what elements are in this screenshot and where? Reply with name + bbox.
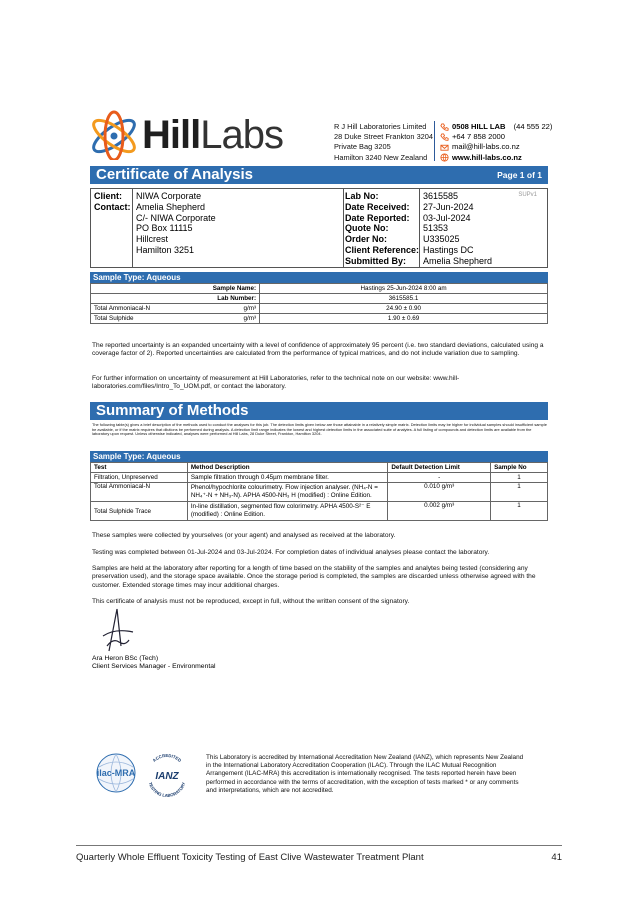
table-row xyxy=(91,473,548,483)
table-row xyxy=(91,314,548,324)
lab-number-label: Lab Number: xyxy=(91,294,260,304)
phone-icon xyxy=(440,133,449,142)
method-sample: 1 xyxy=(491,473,548,483)
method-test: Total Ammoniacal-N xyxy=(91,483,188,502)
lab-info-value: 51353 xyxy=(423,223,449,234)
result-value: 24.90 ± 0.90 xyxy=(260,304,548,314)
contact-address xyxy=(136,202,216,256)
divider xyxy=(132,189,133,267)
ianz-text: IANZ xyxy=(155,771,179,782)
method-sample: 1 xyxy=(491,502,548,521)
table-header-row xyxy=(91,463,548,473)
results-table xyxy=(90,283,548,324)
footer-page-number: 41 xyxy=(551,852,562,863)
page-indicator: Page 1 of 1 xyxy=(497,170,542,180)
note-collected: These samples were collected by yourselves (or your agent) and analysed as received at the laboratory. xyxy=(92,532,396,539)
lab-info-value: Hastings DC xyxy=(423,244,474,255)
address-line: R J Hill Laboratories Limited xyxy=(334,122,427,131)
web-link[interactable]: www.hill-labs.co.nz xyxy=(452,152,522,162)
logo-light: Labs xyxy=(200,113,283,157)
summary-intro: The following table(s) gives a brief description of the methods used to conduct the analyses for this job. The detection limits given below are those attainable in a relatively simple matrix. Detection limits may be higher for individual samples should insufficient sample be available, or if the matrix requires that dilutions be performed during analysis. A detection limit range indicates the lowest and highest detection limits in the associated suite of analytes. A full listing of compounds and detection limits are available from the laboratory upon request. Unless otherwise indicated, analyses were performed at Hill Labs, 28 Duke Street, Frankton, Hamilton 3204. xyxy=(92,422,547,437)
result-unit: g/m³ xyxy=(241,304,260,314)
lab-contact xyxy=(440,122,552,163)
methods-table xyxy=(90,462,548,521)
sample-name-label: Sample Name: xyxy=(91,284,260,294)
lab-info-labels xyxy=(345,191,419,267)
method-sample: 1 xyxy=(491,483,548,502)
phone-main[interactable]: 0508 HILL LAB xyxy=(452,122,506,131)
table-row xyxy=(91,304,548,314)
mail-icon xyxy=(440,143,449,152)
method-description: Sample filtration through 0.45µm membrane filter. xyxy=(187,473,388,483)
page-footer xyxy=(76,852,562,863)
svg-text:ACCREDITED: ACCREDITED xyxy=(151,752,183,764)
col-header: Test xyxy=(91,463,188,473)
methods-section xyxy=(90,451,548,521)
result-test: Total Ammoniacal-N xyxy=(91,304,241,314)
ilac-text: ilac-MRA xyxy=(96,768,136,778)
results-sample-type: Sample Type: Aqueous xyxy=(90,272,548,283)
lab-info-value: 03-Jul-2024 xyxy=(423,212,471,223)
contact-label: Contact: xyxy=(94,201,131,212)
address-line: 28 Duke Street Frankton 3204 xyxy=(334,132,434,142)
phone-main-alt: (44 555 22) xyxy=(513,122,553,131)
further-info-text: For further information on uncertainty of measurement at Hill Laboratories, refer to the technical note on our website: www.hill-laboratories.com/files/Intro_To_UOM.pdf, or contact the laboratory. xyxy=(92,375,460,391)
email-link[interactable]: mail@hill-labs.co.nz xyxy=(452,142,520,152)
header-divider xyxy=(434,121,435,161)
methods-sample-type: Sample Type: Aqueous xyxy=(90,451,548,462)
footer-text: Quarterly Whole Effluent Toxicity Testing of East Clive Wastewater Treatment Plant xyxy=(76,852,424,863)
contact-line: C/- NIWA Corporate xyxy=(136,212,216,223)
result-value: 1.90 ± 0.69 xyxy=(260,314,548,324)
method-test: Total Sulphide Trace xyxy=(91,502,188,521)
contact-line: PO Box 11115 xyxy=(136,223,193,234)
logo-wordmark xyxy=(142,110,283,160)
lab-info-values xyxy=(423,191,492,267)
lab-info-label: Date Received: xyxy=(345,201,410,212)
phone-icon xyxy=(440,123,449,132)
globe-icon xyxy=(440,153,449,162)
accreditation-statement: This Laboratory is accredited by International Accreditation New Zealand (IANZ), which represents New Zealand in the International Laboratory Accreditation Cooperation (ILAC). Through the ILAC Mutual Recognition Arrangement (ILAC-MRA) this accreditation is internationally recognised. The tests reported herein have been performed in accordance with the terms of accreditation, with the exception of tests marked * or any comments and interpretations, which are not accredited. xyxy=(206,754,524,794)
lab-info-label: Date Reported: xyxy=(345,212,410,223)
lab-info-value: U335025 xyxy=(423,234,460,245)
contact-line: Hillcrest xyxy=(136,234,169,245)
divider xyxy=(343,189,344,267)
address-line: Private Bag 3205 xyxy=(334,142,391,152)
logo-bold: Hill xyxy=(142,113,201,157)
lab-info-label: Submitted By: xyxy=(345,255,407,266)
ilac-mra-logo-icon xyxy=(90,752,142,794)
col-header: Sample No xyxy=(491,463,548,473)
summary-title-bar xyxy=(90,402,548,420)
method-limit: 0.002 g/m³ xyxy=(388,502,491,521)
address-line: Hamilton 3240 New Zealand xyxy=(334,152,428,162)
method-limit: 0.010 g/m³ xyxy=(388,483,491,502)
phone-intl[interactable]: +64 7 858 2000 xyxy=(452,132,505,142)
sample-name-value: Hastings 25-Jun-2024 8:00 am xyxy=(260,284,548,294)
signatory-role: Client Services Manager - Environmental xyxy=(92,663,216,671)
note-testing-dates: Testing was completed between 01-Jul-2024 and 03-Jul-2024. For completion dates of individual analyses please contact the laboratory. xyxy=(92,549,490,556)
table-row xyxy=(91,502,548,521)
client-info-box xyxy=(90,188,548,268)
table-row xyxy=(91,284,548,294)
lab-info-label: Order No: xyxy=(345,234,388,245)
contact-line: Amelia Shepherd xyxy=(136,201,206,212)
contact-line: Hamilton 3251 xyxy=(136,244,195,255)
client-value: NIWA Corporate xyxy=(136,191,202,201)
lab-info-label: Lab No: xyxy=(345,191,379,201)
col-header: Method Description xyxy=(187,463,388,473)
footer-divider xyxy=(76,845,562,846)
certificate-title: Certificate of Analysis xyxy=(96,166,253,183)
results-section xyxy=(90,272,548,324)
method-test: Filtration, Unpreserved xyxy=(91,473,188,483)
certificate-title-bar xyxy=(90,166,548,184)
result-unit: g/m³ xyxy=(241,314,260,324)
method-description: In-line distillation, segmented flow colorimetry. APHA 4500-S²⁻ E (modified) : Online Edition. xyxy=(187,502,388,521)
svg-text:TESTING LABORATORY: TESTING LABORATORY xyxy=(147,781,187,799)
hill-labs-logo-icon xyxy=(88,110,144,160)
note-storage: Samples are held at the laboratory after reporting for a length of time based on the stability of the samples and analytes being tested (considering any preservation used), and the storage space available. Once the storage period is completed, the samples are discarded unless otherwise agreed with the customer. Extended storage times may incur additional charges. xyxy=(92,565,536,589)
table-row xyxy=(91,294,548,304)
lab-info-value: Amelia Shepherd xyxy=(423,255,493,266)
method-description: Phenol/hypochlorite colourimetry. Flow injection analyser. (NH₄-N = NH₄⁺-N + NH₃-N). APHA 4500-NH₃ H (modified) : Online Edition. xyxy=(187,483,388,502)
col-header: Default Detection Limit xyxy=(388,463,491,473)
divider xyxy=(419,189,420,267)
result-test: Total Sulphide xyxy=(91,314,241,324)
lab-address xyxy=(334,122,433,163)
lab-info-value: 3615585 xyxy=(423,191,459,201)
lab-number-value: 3615585.1 xyxy=(260,294,548,304)
signatory-name: Ara Heron BSc (Tech) xyxy=(92,655,159,662)
method-limit: - xyxy=(388,473,491,483)
note-reproduction: This certificate of analysis must not be reproduced, except in full, without the written consent of the signatory. xyxy=(92,598,410,605)
ianz-seal-icon xyxy=(142,750,192,800)
uncertainty-text: The reported uncertainty is an expanded uncertainty with a level of confidence of approximately 95 percent (i.e. two standard deviations, calculated using a coverage factor of 2). Reported uncertainties are calculated from the performance of typical matrices, and do not include variation due to sampling. xyxy=(92,342,544,358)
summary-title: Summary of Methods xyxy=(96,402,249,419)
signatory-block xyxy=(92,655,216,672)
lab-info-label: Quote No: xyxy=(345,223,389,234)
lab-info-label: Client Reference: xyxy=(345,244,420,255)
version-tag: SUPv1 xyxy=(518,192,537,198)
lab-info-value: 27-Jun-2024 xyxy=(423,201,474,212)
signature-icon xyxy=(95,606,140,654)
table-row xyxy=(91,483,548,502)
client-label: Client: xyxy=(94,191,122,201)
